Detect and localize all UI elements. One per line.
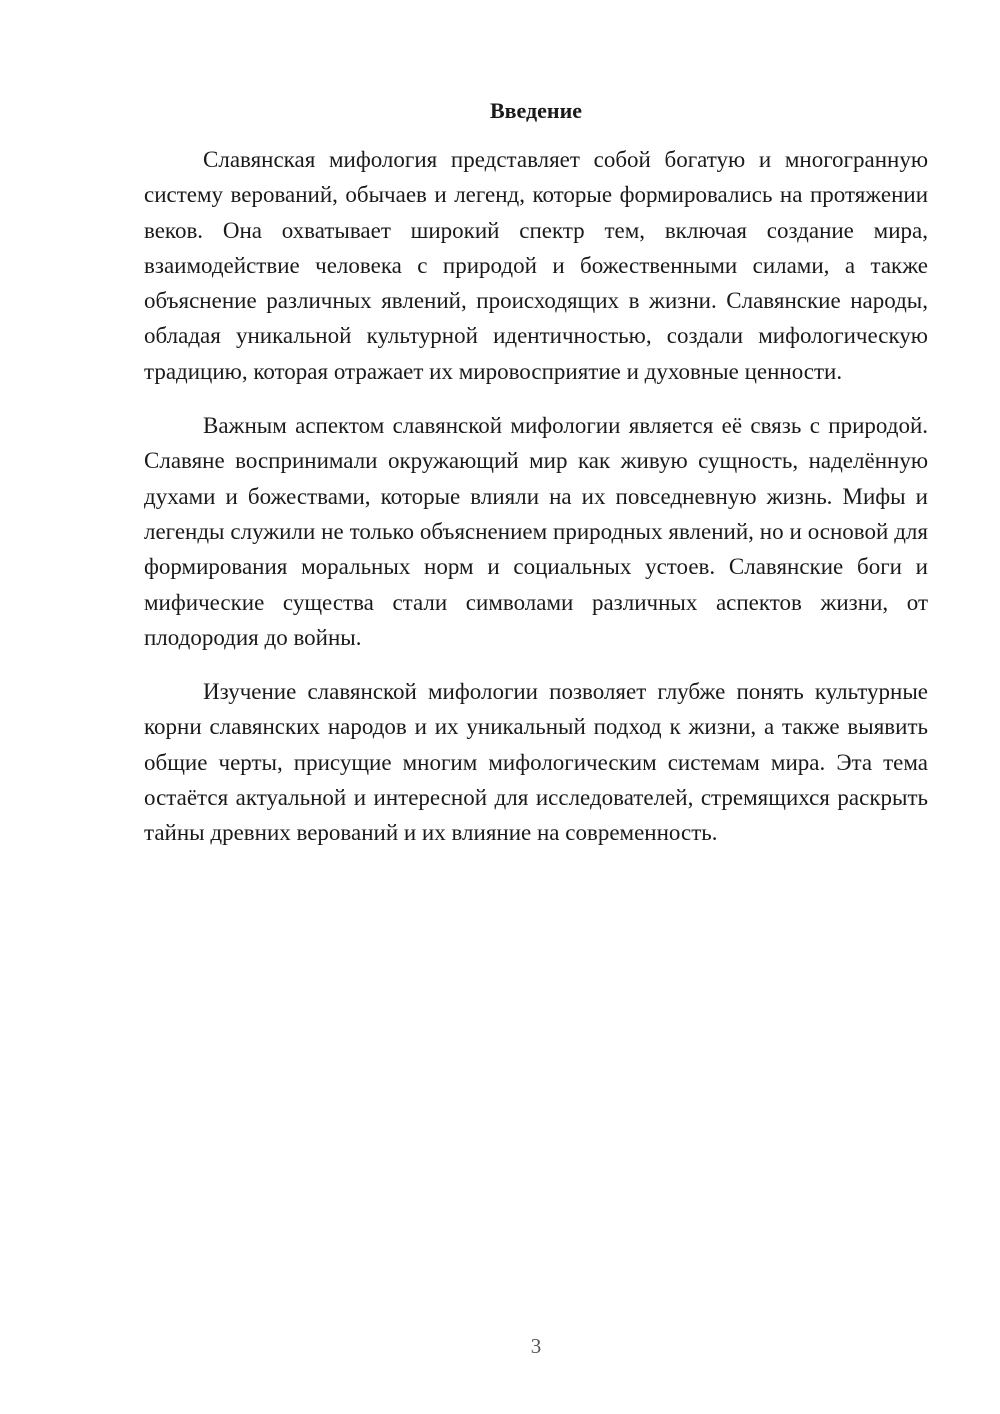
paragraph-1: Славянская мифология представляет собой богатую и многогранную систему верований, обычаев и легенд, которые формировались на протяжении веков. Она охватывает широкий спектр тем, включая создание мира, взаимодействие человека с природой и божественными силами, а также объяснение различных явлений, происходящих в жизни. Славянские народы, обладая уникальной культурной идентичностью, создали мифологическую традицию, которая отражает их мировосприятие и духовные ценности. (144, 147, 928, 384)
paragraph-3: Изучение славянской мифологии позволяет глубже понять культурные корни славянских народов и их уникальный подход к жизни, а также выявить общие черты, присущие многим мифологическим системам мира. Эта тема остаётся актуальной и интересной для исследователей, стремящихся раскрыть тайны древних верований и их влияние на современность. (144, 679, 928, 846)
page-number: 3 (530, 1334, 542, 1358)
body-text (144, 142, 928, 870)
paragraph-2: Важным аспектом славянской мифологии является её связь с природой. Славяне воспринимали окружающий мир как живую сущность, наделённую духами и божествами, которые влияли на их повседневную жизнь. Мифы и легенды служили не только объяснением природных явлений, но и основой для формирования моральных норм и социальных устоев. Славянские боги и мифические существа стали символами различных аспектов жизни, от плодородия до войны. (144, 413, 928, 650)
section-title: Введение (489, 98, 583, 123)
